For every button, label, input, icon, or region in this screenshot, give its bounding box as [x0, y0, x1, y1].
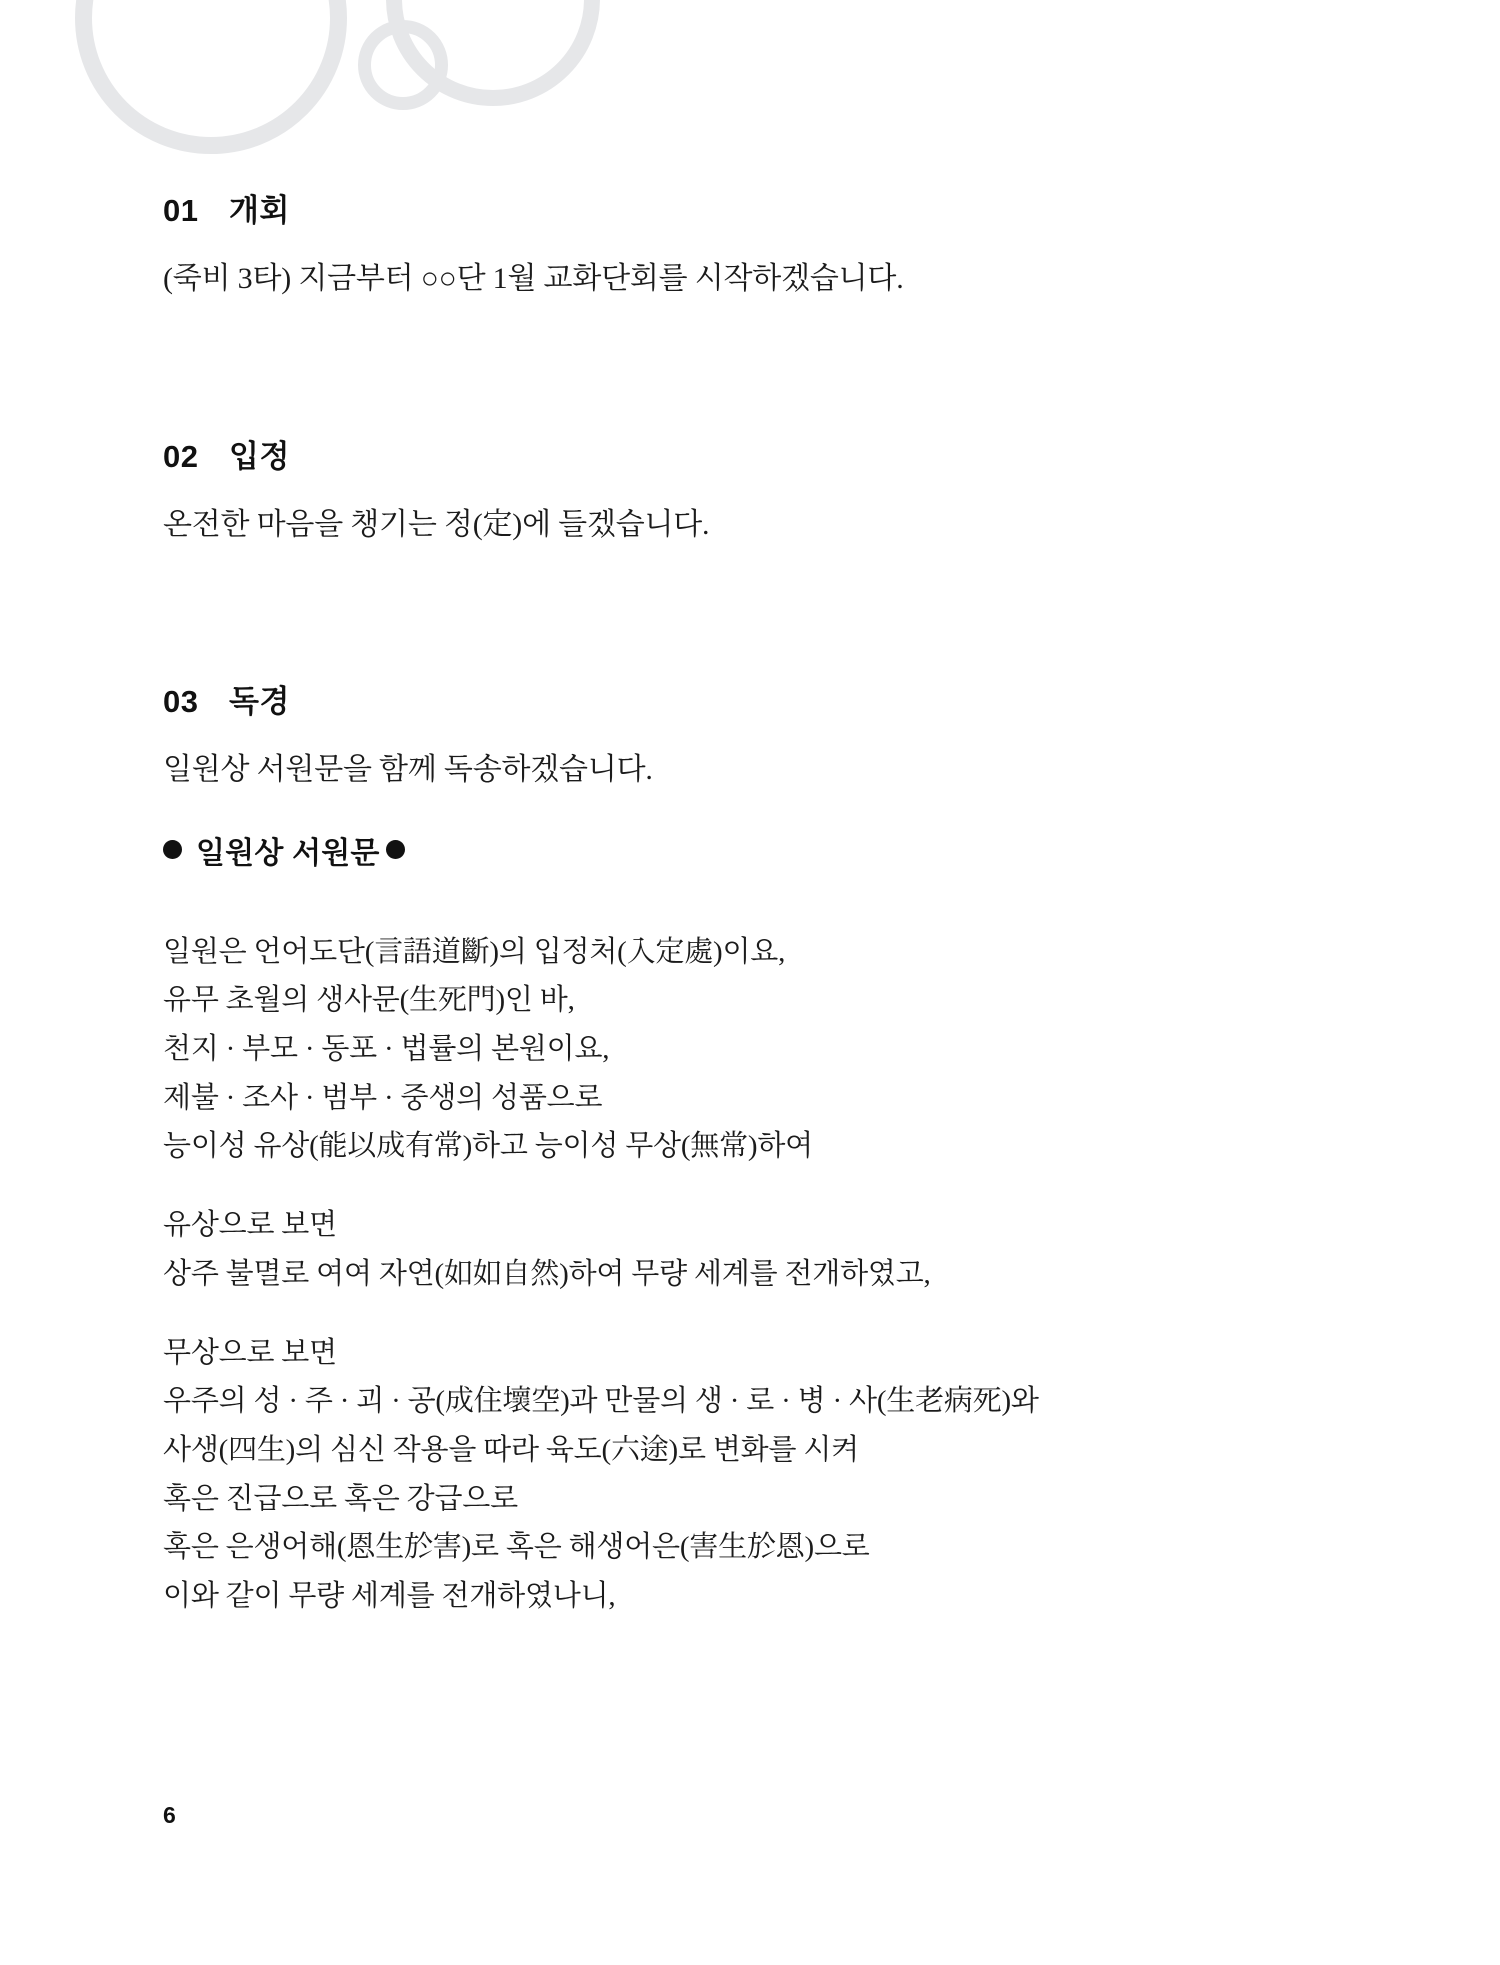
section-03-line-1: 일원상 서원문을 함께 독송하겠습니다.: [163, 753, 653, 786]
section-02-number: 02: [163, 438, 199, 474]
verse-line: 사생(四生)의 심신 작용을 따라 육도(六途)로 변화를 시켜: [163, 1433, 859, 1466]
spacer-5: [163, 1171, 1343, 1201]
section-02-heading: [163, 431, 1343, 476]
sutra-heading: [163, 828, 1343, 872]
verse-line: 일원은 언어도단(言語道斷)의 입정처(入定處)이요,: [163, 935, 786, 968]
verse-line: 능이성 유상(能以成有常)하고 능이성 무상(無常)하여: [163, 1130, 813, 1163]
section-01-number: 01: [163, 193, 199, 228]
section-03-number: 03: [163, 684, 199, 719]
spacer-3: [163, 794, 1343, 828]
verse-line: 상주 불멸로 여여 자연(如如自然)하여 무량 세계를 전개하였고,: [163, 1257, 931, 1290]
sutra-stanza-2: [163, 1201, 1343, 1298]
verse-line: 혹은 은생어해(恩生於害)로 혹은 해생어은(害生於恩)으로: [163, 1531, 870, 1564]
verse-line: 제불 · 조사 · 범부 · 중생의 성품으로: [163, 1081, 603, 1114]
sutra-heading-text: 일원상 서원문: [196, 836, 380, 870]
spacer-1: [163, 303, 1343, 431]
section-01-heading: [163, 185, 1343, 230]
verse-line: 이와 같이 무량 세계를 전개하였나니,: [163, 1580, 616, 1613]
filled-circle-bullet-icon-trailing: [386, 840, 405, 859]
verse-line: 천지 · 부모 · 동포 · 법률의 본원이요,: [163, 1032, 610, 1065]
decorative-ring-medium: [386, 0, 600, 106]
verse-line: 무상으로 보면: [163, 1336, 337, 1369]
document-body: [163, 185, 1343, 1621]
section-02: [163, 431, 1343, 549]
verse-line: 우주의 성 · 주 · 괴 · 공(成住壞空)과 만물의 생 · 로 · 병 · 사(生老病死)와: [163, 1385, 1039, 1418]
section-02-line-1: 온전한 마음을 챙기는 정(定)에 들겠습니다.: [163, 507, 710, 541]
section-03-title: 독경: [229, 684, 290, 719]
spacer-2: [163, 548, 1343, 676]
spacer-4: [163, 872, 1343, 928]
verse-line: 혹은 진급으로 혹은 강급으로: [163, 1482, 518, 1515]
sutra-stanza-3: [163, 1329, 1343, 1621]
spacer-6: [163, 1299, 1343, 1329]
decorative-ring-large: [75, 0, 347, 154]
section-03: [163, 676, 1343, 794]
section-01-line-1: (죽비 3타) 지금부터 ○○단 1월 교화단회를 시작하겠습니다.: [163, 262, 904, 295]
decorative-ring-small: [358, 20, 448, 110]
section-02-title: 입정: [229, 438, 290, 474]
sutra-stanza-1: [163, 928, 1343, 1172]
verse-line: 유무 초월의 생사문(生死門)인 바,: [163, 984, 575, 1017]
section-01: [163, 185, 1343, 303]
section-03-heading: [163, 676, 1343, 721]
page-number: 6: [163, 1802, 176, 1828]
filled-circle-bullet-icon: [163, 840, 182, 859]
section-01-title: 개회: [229, 193, 290, 228]
verse-line: 유상으로 보면: [163, 1209, 337, 1242]
decorative-circles: [0, 0, 560, 200]
